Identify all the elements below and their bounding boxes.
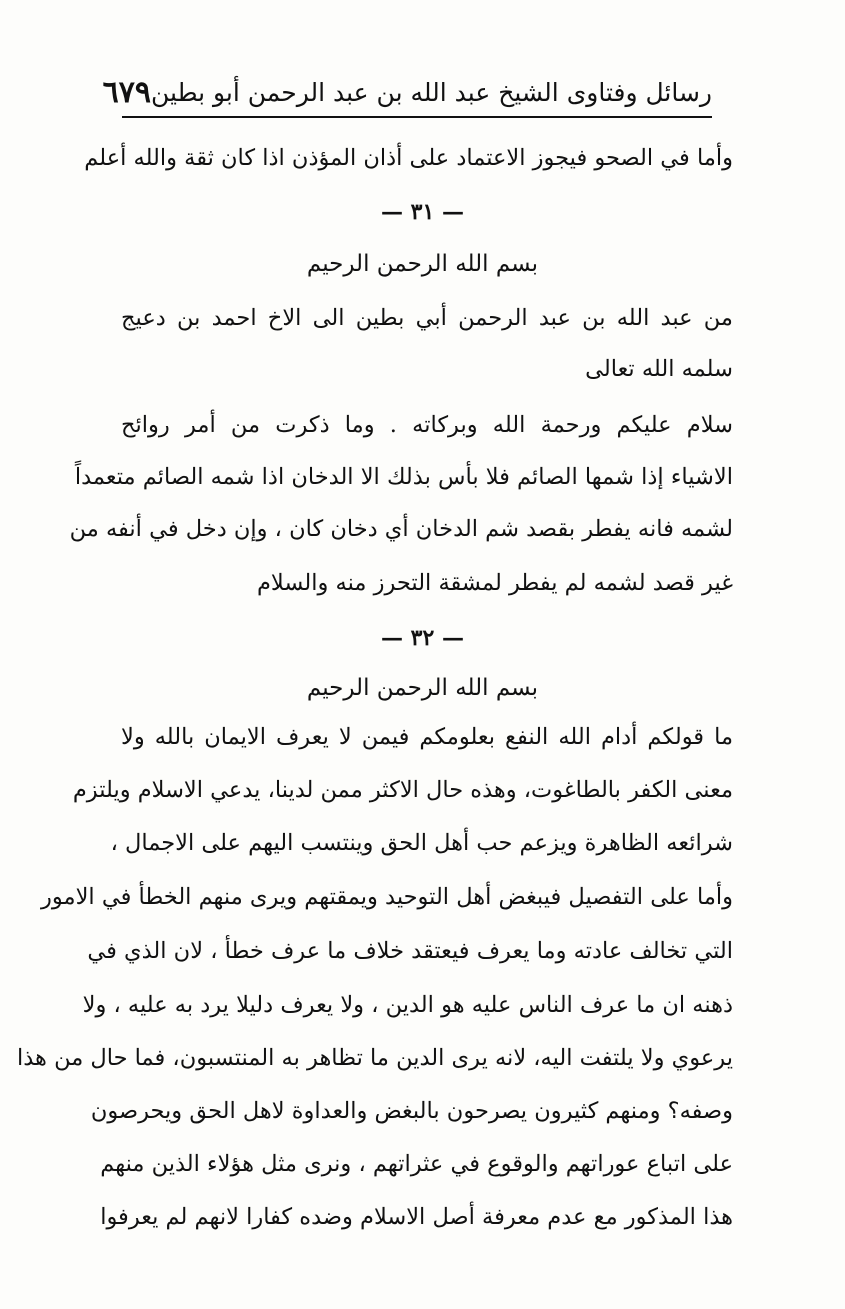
text-line: من عبد الله بن عبد الرحمن أبي بطين الى الاخ احمد بن دعيج — [121, 305, 733, 331]
text-line: ما قولكم أدام الله النفع بعلومكم فيمن لا يعرف الايمان بالله ولا — [121, 724, 733, 750]
text-line: وصفه؟ ومنهم كثيرون يصرحون بالبغض والعداوة لاهل الحق ويحرصون — [90, 1098, 733, 1124]
text-line: شرائعه الظاهرة ويزعم حب أهل الحق وينتسب اليهم على الاجمال ، — [110, 830, 733, 856]
text-line: وأما في الصحو فيجوز الاعتماد على أذان المؤذن اذا كان ثقة والله أعلم — [84, 145, 733, 171]
text-line: وأما على التفصيل فيبغض أهل التوحيد ويمقتهم ويرى منهم الخطأ في الامور — [41, 884, 733, 910]
text-line: على اتباع عوراتهم والوقوع في عثراتهم ، ونرى مثل هؤلاء الذين منهم — [100, 1151, 733, 1177]
text-line: ذهنه ان ما عرف الناس عليه هو الدين ، ولا يعرف دليلا يرد به عليه ، ولا — [82, 992, 733, 1018]
text-line: لشمه فانه يفطر بقصد شم الدخان أي دخان كان ، وإن دخل في أنفه من — [69, 516, 733, 542]
running-header — [102, 72, 712, 112]
header-title: رسائل وفتاوى الشيخ عبد الله بن عبد الرحمن أبو بطين — [151, 77, 712, 107]
text-line: سلمه الله تعالى — [585, 356, 733, 382]
basmala: بسم الله الرحمن الرحيم — [306, 675, 539, 701]
text-line: معنى الكفر بالطاغوت، وهذه حال الاكثر ممن لدينا، يدعي الاسلام ويلتزم — [72, 777, 733, 803]
basmala: بسم الله الرحمن الرحيم — [306, 251, 539, 277]
header-rule — [122, 116, 712, 118]
text-line: الاشياء إذا شمها الصائم فلا بأس بذلك الا الدخان اذا شمه الصائم متعمداً — [74, 464, 733, 490]
text-line: غير قصد لشمه لم يفطر لمشقة التحرز منه والسلام — [257, 570, 733, 596]
text-line: التي تخالف عادته وما يعرف فيعتقد خلاف ما عرف خطأ ، لان الذي في — [87, 938, 733, 964]
text-line: يرعوي ولا يلتفت اليه، لانه يرى الدين ما تظاهر به المنتسبون، فما حال من هذا — [16, 1045, 733, 1071]
page-number: ٦٧٩ — [102, 74, 152, 110]
section-number: — ٣١ — — [381, 199, 464, 225]
text-line: هذا المذكور مع عدم معرفة أصل الاسلام وضده كفارا لانهم لم يعرفوا — [100, 1204, 733, 1230]
text-line: سلام عليكم ورحمة الله وبركاته . وما ذكرت من أمر روائح — [121, 412, 733, 438]
section-number: — ٣٢ — — [381, 625, 464, 651]
